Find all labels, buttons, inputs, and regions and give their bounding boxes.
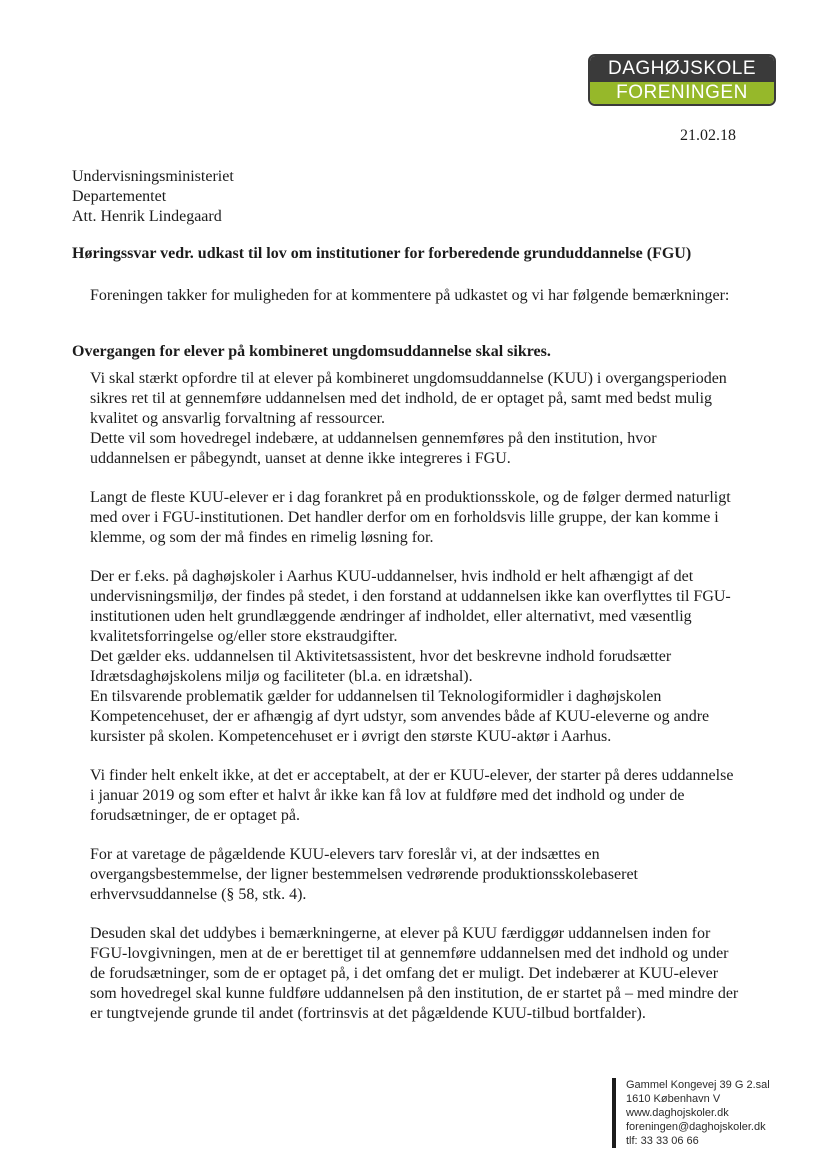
letter-body <box>90 369 740 1043</box>
letter-date: 21.02.18 <box>680 127 736 144</box>
footer-city: 1610 København V <box>626 1093 721 1105</box>
footer-phone: tlf: 33 33 06 66 <box>626 1135 699 1147</box>
logo-line-1: DAGHØJSKOLE <box>590 56 774 82</box>
body-paragraph: Langt de fleste KUU-elever er i dag forankret på en produktionsskole, og de følger dermed naturligt med over i FGU-institutionen. Det handler derfor om en forholdsvis lille gruppe, der kan komme i klemme, og som der må findes en rimelig løsning for. <box>90 489 731 546</box>
body-paragraph: Vi skal stærkt opfordre til at elever på kombineret ungdomsuddannelse (KUU) i overgangsperioden sikres ret til at gennemføre uddannelsen med det indhold, de er optaget på, samt med bedst mulig kvalitet og ansvarlig forvaltning af ressourcer. Dette vil som hovedregel indebære, at uddannelsen gennemføres på den institution, hvor uddannelsen er påbegyndt, uanset at denne ikke integreres i FGU. <box>90 370 727 467</box>
recipient-line: Undervisningsministeriet <box>72 168 234 185</box>
contact-footer <box>612 1078 770 1148</box>
intro-paragraph: Foreningen takker for muligheden for at kommentere på udkastet og vi har følgende bemærkninger: <box>90 287 730 304</box>
body-paragraph: For at varetage de pågældende KUU-elevers tarv foreslår vi, at der indsættes en overgangsbestemmelse, der ligner bestemmelsen vedrørende produktionsskolebaseret erhvervsuddannelse (§ 58, stk. 4). <box>90 846 638 903</box>
section-heading: Overgangen for elever på kombineret ungdomsuddannelse skal sikres. <box>72 343 551 360</box>
body-paragraph: Vi finder helt enkelt ikke, at det er acceptabelt, at der er KUU-elever, der starter på deres uddannelse i januar 2019 og som efter et halvt år ikke kan få lov at fuldføre med det indhold og under de forudsætninger, de er optaget på. <box>90 767 734 824</box>
recipient-line: Att. Henrik Lindegaard <box>72 208 222 225</box>
footer-website: www.daghojskoler.dk <box>626 1107 729 1119</box>
footer-address: Gammel Kongevej 39 G 2.sal <box>626 1079 770 1091</box>
letter-subject: Høringssvar vedr. udkast til lov om institutioner for forberedende grunduddannelse (FGU) <box>72 245 692 262</box>
body-paragraph: Der er f.eks. på daghøjskoler i Aarhus KUU-uddannelser, hvis indhold er helt afhængigt af det undervisningsmiljø, der findes på stedet, i den forstand at uddannelsen ikke kan overflyttes til FGU-institutionen uden helt grundlæggende ændringer af indholdet, eller alternativt, med væsentlig kvalitetsforringelse og/eller store ekstraudgifter. Det gælder eks. uddannelsen til Aktivitetsassistent, hvor det beskrevne indhold forudsætter Idrætsdaghøjskolens miljø og faciliteter (bl.a. en idrætshal). En tilsvarende problematik gælder for uddannelsen til Teknologiformidler i daghøjskolen Kompetencehuset, der er afhængig af dyrt udstyr, som anvendes både af KUU-eleverne og andre kursister på skolen. Kompetencehuset er i øvrigt den største KUU-aktør i Aarhus. <box>90 568 731 745</box>
organization-logo <box>588 54 776 106</box>
footer-email: foreningen@daghojskoler.dk <box>626 1121 766 1133</box>
recipient-line: Departementet <box>72 188 167 205</box>
recipient-address <box>72 167 234 227</box>
body-paragraph: Desuden skal det uddybes i bemærkningerne, at elever på KUU færdiggør uddannelsen inden for FGU-lovgivningen, men at de er berettiget til at gennemføre uddannelsen med det indhold og under de forudsætninger, som de er optaget på, i det omfang det er muligt. Det indebærer at KUU-elever som hovedregel skal kunne fuldføre uddannelsen på den institution, de er startet på – med mindre der er tungtvejende grunde til andet (fortrinsvis at det pågældende KUU-tilbud bortfalder). <box>90 925 739 1022</box>
logo-line-2: FORENINGEN <box>590 82 774 104</box>
